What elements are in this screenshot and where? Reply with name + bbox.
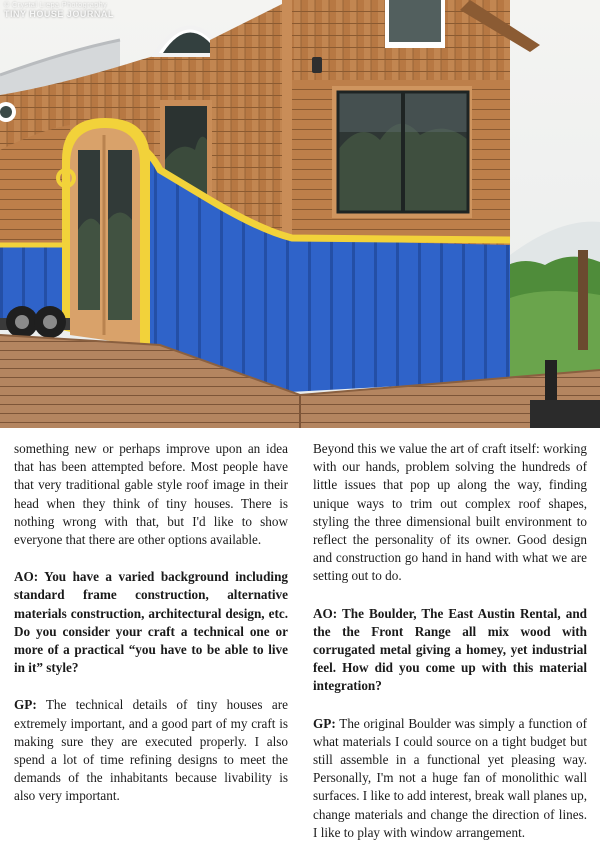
right-answer	[313, 715, 587, 842]
right-column	[313, 440, 587, 861]
left-paragraph-1: something new or perhaps improve upon an idea that has been attempted before. Most people have that very traditional gable style roof image in their head when they think of tiny houses. There is nothing wrong with that, but I'd like to show everyone that there are other options available.	[14, 441, 288, 548]
right-answer-speaker: GP:	[313, 715, 336, 731]
right-answer-text: The original Boulder was simply a function of what materials I could source on a tight budget but still assemble in a functional yet pleasing way. Personally, I'm not a huge fan of monolithic wall surfaces. I like to add interest, break wall planes up, change materials and change the direction of lines. I like to play with window arrangement.	[313, 715, 587, 840]
left-question: AO: You have a varied background including standard frame construction, alternative materials construction, architectural design, etc. Do you consider your craft a technical one or more of a practical “you have to be able to live in it” style?	[14, 569, 288, 676]
right-paragraph-1: Beyond this we value the art of craft itself: working with our hands, problem solving the hundreds of little issues that pop up along the way, finding unique ways to trim out complex roof shapes, styling the three dimensional built environment to reflect the personality of its owner. Good design and construction go hand in hand with what we are setting out to do.	[313, 441, 587, 584]
left-column	[14, 440, 288, 825]
photo-credit: © Crystal Liepa Photography	[4, 2, 108, 9]
photo-watermark	[4, 2, 114, 19]
watermark-text: TINY HOUSE JOURNAL	[4, 9, 114, 19]
tiny-house-illustration	[0, 0, 600, 428]
right-question: AO: The Boulder, The East Austin Rental, and the the Front Range all mix wood with corrugated metal giving a homey, yet industrial feel. How did you come up with this material integration?	[313, 605, 587, 694]
tiny-house-photo	[0, 0, 600, 428]
left-answer-text: The technical details of tiny houses are extremely important, and a good part of my craft is making sure they are executed properly. I also spend a lot of time refining designs to meet the demands of the inhabitants because livability is also very important.	[14, 697, 288, 804]
left-answer-speaker: GP:	[14, 697, 37, 713]
left-answer	[14, 696, 288, 805]
